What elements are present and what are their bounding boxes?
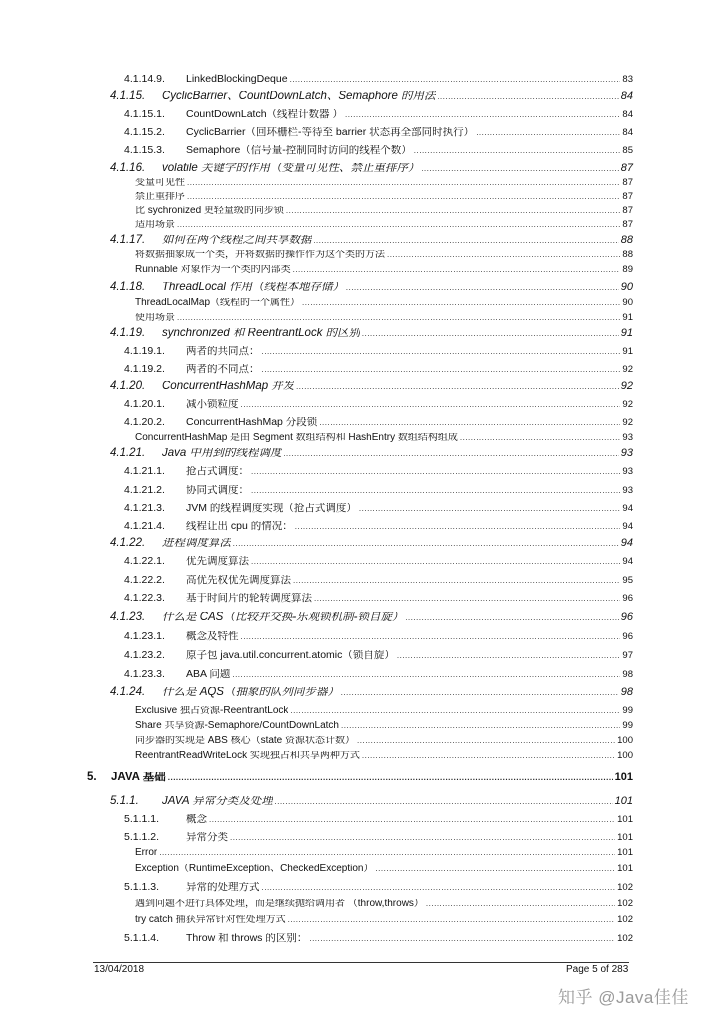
toc-entry-page: 92 (622, 417, 633, 428)
toc-entry-number: 4.1.20. (110, 380, 146, 392)
toc-entry-page: 88 (620, 234, 633, 246)
toc-entry-title: 基于时间片的轮转调度算法 (186, 593, 312, 604)
toc-entry[interactable] (110, 282, 633, 294)
toc-entry-title: ThreadLocalMap（线程的一个属性） (135, 298, 301, 308)
toc-entry-page: 98 (620, 686, 633, 698)
leader-dots (275, 798, 613, 806)
toc-entry-page: 92 (622, 399, 633, 410)
toc-entry-title: ThreadLocal 作用（线程本地存储） (162, 282, 345, 293)
toc-entry-title: 进程调度算法 (162, 538, 231, 549)
leader-dots (314, 237, 619, 245)
toc-entry-page: 91 (622, 346, 633, 357)
toc-entry[interactable] (124, 521, 633, 532)
toc-entry-title: 高优先权优先调度算法 (186, 575, 291, 586)
toc-entry-page: 99 (622, 705, 633, 716)
toc-entry-title: Share 共享资源-Semaphore/CountDownLatch (135, 721, 339, 731)
toc-entry-number: 4.1.23. (110, 611, 146, 623)
toc-entry-number: 4.1.23.3. (124, 668, 165, 680)
footer-page-info: Page 5 of 283 (566, 964, 629, 975)
toc-entry[interactable] (124, 631, 633, 642)
leader-dots (159, 849, 615, 857)
toc-entry-page: 102 (617, 882, 633, 893)
toc-entry[interactable] (124, 145, 633, 156)
toc-entry-page: 100 (617, 735, 633, 746)
toc-entry-page: 102 (617, 914, 633, 925)
toc-entry-page: 100 (617, 750, 633, 761)
toc-entry-title: Exclusive 独占资源-ReentrantLock (135, 706, 289, 716)
leader-dots (177, 314, 620, 322)
toc-entry-number: 4.1.23.1. (124, 630, 165, 642)
toc-entry[interactable] (135, 192, 633, 202)
toc-entry-page: 90 (620, 281, 633, 293)
toc-entry-page: 102 (617, 898, 633, 909)
toc-entry-title: Exception（RuntimeException、CheckedException） (135, 864, 374, 874)
toc-entry-title: volatile 关键字的作用（变量可见性、禁止重排序） (162, 163, 420, 174)
toc-entry[interactable] (135, 864, 633, 874)
leader-dots (233, 540, 619, 548)
leader-dots (286, 207, 621, 215)
toc-entry-page: 94 (622, 556, 633, 567)
toc-entry[interactable] (135, 313, 633, 323)
toc-entry-number: 4.1.21.4. (124, 520, 165, 532)
toc-entry-number: 4.1.23.2. (124, 649, 165, 661)
leader-dots (168, 774, 613, 782)
leader-dots (251, 487, 620, 495)
toc-entry-page: 93 (622, 485, 633, 496)
leader-dots (288, 916, 616, 924)
toc-entry-page: 96 (622, 631, 633, 642)
toc-entry-number: 4.1.16. (110, 162, 146, 174)
leader-dots (251, 468, 620, 476)
toc-entry[interactable] (110, 448, 633, 460)
toc-entry[interactable] (124, 575, 633, 586)
toc-entry[interactable] (124, 593, 633, 604)
toc-entry-page: 97 (622, 650, 633, 661)
leader-dots (438, 93, 619, 101)
toc-entry[interactable] (135, 178, 633, 188)
toc-entry-title: ConcurrentHashMap 并发 (162, 381, 295, 392)
toc-entry-title: 异常分类 (186, 832, 228, 843)
toc-entry[interactable] (135, 298, 633, 308)
leader-dots (319, 419, 620, 427)
toc-entry-title: 两者的共同点： (186, 346, 260, 357)
toc-entry-page: 92 (620, 380, 633, 392)
toc-entry-number: 4.1.17. (110, 234, 146, 246)
toc-entry[interactable] (124, 503, 633, 514)
leader-dots (290, 707, 620, 715)
toc-entry-page: 87 (622, 205, 633, 216)
toc-entry[interactable] (135, 736, 633, 746)
toc-entry-title: Throw 和 throws 的区别： (186, 933, 308, 944)
leader-dots (476, 129, 620, 137)
toc-entry-page: 101 (614, 795, 633, 807)
leader-dots (262, 348, 621, 356)
leader-dots (262, 366, 621, 374)
toc-entry-title: 使用场景 (135, 313, 175, 323)
toc-entry-page: 87 (622, 219, 633, 230)
toc-entry-page: 101 (617, 832, 633, 843)
toc-entry[interactable] (124, 466, 633, 477)
toc-entry-page: 99 (622, 720, 633, 731)
toc-entry-number: 4.1.19.2. (124, 363, 165, 375)
toc-entry-title: Error (135, 848, 158, 858)
leader-dots (341, 689, 619, 697)
toc-entry[interactable] (110, 235, 633, 247)
toc-entry-number: 4.1.22. (110, 537, 146, 549)
toc-entry-number: 4.1.21.3. (124, 502, 165, 514)
toc-entry[interactable] (124, 485, 633, 496)
leader-dots (232, 671, 620, 679)
leader-dots (262, 884, 616, 892)
toc-entry[interactable] (110, 538, 633, 550)
leader-dots (241, 633, 621, 641)
toc-entry[interactable] (135, 915, 633, 925)
toc-entry[interactable] (124, 364, 633, 375)
leader-dots (314, 595, 620, 603)
toc-entry-page: 98 (622, 669, 633, 680)
leader-dots (426, 900, 615, 908)
leader-dots (460, 434, 621, 442)
toc-entry-title: 协同式调度： (186, 485, 249, 496)
toc-entry-page: 94 (622, 503, 633, 514)
toc-entry[interactable] (135, 206, 633, 216)
toc-entry-title: try catch 捕获异常针对性处理方式 (135, 915, 286, 925)
footer-divider (93, 962, 629, 963)
toc-entry-page: 94 (620, 537, 633, 549)
toc-entry-page: 95 (622, 575, 633, 586)
leader-dots (209, 816, 615, 824)
toc-entry-title: JVM 的线程调度实现（抢占式调度） (186, 503, 357, 514)
toc-entry-title: Semaphore（信号量-控制同时访问的线程个数） (186, 145, 412, 156)
toc-entry-page: 101 (617, 814, 633, 825)
toc-entry-page: 92 (622, 364, 633, 375)
toc-entry-page: 87 (622, 191, 633, 202)
toc-entry-page: 89 (622, 264, 633, 275)
leader-dots (241, 401, 621, 409)
toc-entry-number: 4.1.20.2. (124, 416, 165, 428)
toc-entry[interactable] (135, 706, 633, 716)
leader-dots (387, 251, 620, 259)
toc-entry[interactable] (135, 433, 633, 443)
toc-entry-page: 91 (620, 327, 633, 339)
toc-entry-title: ReentrantReadWriteLock 实现独占和共享两种方式 (135, 751, 360, 761)
toc-entry-title: 变量可见性 (135, 178, 185, 188)
leader-dots (406, 614, 619, 622)
toc-entry[interactable] (135, 250, 633, 260)
toc-entry-number: 5.1.1.2. (124, 831, 160, 843)
toc-entry[interactable] (124, 814, 633, 825)
toc-entry-number: 4.1.18. (110, 281, 146, 293)
toc-entry-chapter[interactable] (87, 772, 633, 784)
toc-entry-title: LinkedBlockingDeque (186, 74, 288, 85)
leader-dots (309, 935, 615, 943)
leader-dots (357, 737, 615, 745)
leader-dots (346, 284, 619, 292)
toc-entry-page: 84 (622, 109, 633, 120)
toc-entry-title: 优先调度算法 (186, 556, 249, 567)
leader-dots (187, 193, 620, 201)
toc-entry-page: 88 (622, 249, 633, 260)
toc-entry-title: 将数据抽象成一个类，并将数据的操作作为这个类的方法 (135, 250, 385, 260)
toc-entry-title: CyclicBarrier（回环栅栏-等待至 barrier 状态再全部同时执行） (186, 127, 475, 138)
toc-entry-number: 4.1.24. (110, 686, 146, 698)
toc-entry-page: 87 (622, 177, 633, 188)
toc-entry-title: JAVA 异常分类及处理 (162, 796, 273, 807)
leader-dots (251, 558, 620, 566)
toc-entry-number: 5.1.1.1. (124, 813, 160, 825)
toc-entry-title: 禁止重排序 (135, 192, 185, 202)
toc-entry-title: 异常的处理方式 (186, 882, 260, 893)
toc-entry-number: 4.1.14.9. (124, 73, 165, 85)
toc-entry-page: 96 (622, 593, 633, 604)
toc-entry-number: 4.1.15.1. (124, 108, 165, 120)
toc-entry[interactable] (124, 346, 633, 357)
toc-entry-title: 什么是 AQS（抽象的队列同步器） (162, 687, 339, 698)
leader-dots (230, 834, 615, 842)
toc-entry[interactable] (124, 74, 633, 85)
toc-entry-page: 84 (620, 90, 633, 102)
toc-entry-number: 4.1.15.2. (124, 126, 165, 138)
leader-dots (422, 165, 619, 173)
toc-entry-number: 4.1.22.3. (124, 592, 165, 604)
toc-entry-page: 91 (622, 312, 633, 323)
leader-dots (414, 147, 621, 155)
leader-dots (345, 111, 620, 119)
toc-entry-title: Java 中用到的线程调度 (162, 448, 282, 459)
toc-entry-page: 101 (614, 771, 633, 783)
toc-entry-title: 抢占式调度： (186, 466, 249, 477)
toc-entry-title: Runnable 对象作为一个类的内部类 (135, 265, 291, 275)
toc-entry[interactable] (135, 751, 633, 761)
toc-entry-number: 4.1.21. (110, 447, 146, 459)
leader-dots (293, 266, 621, 274)
watermark: 知乎 @Java佳佳 (558, 988, 689, 1007)
toc-entry-title: ConcurrentHashMap 分段锁 (186, 417, 318, 428)
leader-dots (375, 865, 615, 873)
leader-dots (295, 523, 621, 531)
toc-entry-number: 5.1.1.4. (124, 932, 160, 944)
toc-entry-title: 线程让出 cpu 的情况： (186, 521, 293, 532)
toc-entry[interactable] (110, 163, 633, 175)
toc-entry-page: 93 (622, 466, 633, 477)
toc-entry-title: ABA 问题 (186, 669, 231, 680)
toc-entry-title: 比 sychronized 更轻量级的同步锁 (135, 206, 284, 216)
toc-entry[interactable] (110, 328, 633, 340)
toc-entry[interactable] (135, 899, 633, 909)
leader-dots (177, 221, 620, 229)
toc-entry-title: 概念及特性 (186, 631, 239, 642)
toc-entry-page: 84 (622, 127, 633, 138)
toc-entry-page: 101 (617, 847, 633, 858)
toc-entry[interactable] (124, 556, 633, 567)
leader-dots (296, 383, 618, 391)
toc-entry-title: 什么是 CAS（比较并交换-乐观锁机制-锁自旋） (162, 612, 404, 623)
toc-entry-title: 同步器的实现是 ABS 核心（state 资源状态计数） (135, 736, 356, 746)
toc-entry-title: synchronized 和 ReentrantLock 的区别 (162, 328, 361, 339)
leader-dots (290, 76, 621, 84)
toc-entry-page: 87 (620, 162, 633, 174)
toc-entry-number: 4.1.15. (110, 90, 146, 102)
toc-entry-number: 5. (87, 771, 97, 783)
toc-entry[interactable] (124, 933, 633, 944)
toc-entry-title: CountDownLatch（线程计数器 ） (186, 109, 343, 120)
toc-entry-number: 4.1.21.2. (124, 484, 165, 496)
leader-dots (187, 179, 620, 187)
toc-entry[interactable] (124, 882, 633, 893)
toc-entry-number: 4.1.21.1. (124, 465, 165, 477)
toc-entry[interactable] (110, 91, 633, 103)
toc-entry-page: 94 (622, 521, 633, 532)
toc-entry-page: 93 (620, 447, 633, 459)
toc-entry[interactable] (124, 832, 633, 843)
leader-dots (362, 330, 619, 338)
toc-entry-number: 4.1.19.1. (124, 345, 165, 357)
leader-dots (284, 450, 619, 458)
toc-entry-number: 4.1.20.1. (124, 398, 165, 410)
toc-entry[interactable] (110, 796, 633, 808)
toc-entry[interactable] (110, 687, 633, 699)
leader-dots (302, 299, 620, 307)
toc-entry-page: 85 (622, 145, 633, 156)
toc-entry-title: JAVA 基础 (111, 772, 166, 783)
toc-entry-title: CyclicBarrier、CountDownLatch、Semaphore 的用法 (162, 91, 436, 102)
leader-dots (293, 577, 620, 585)
toc-entry-title: 适用场景 (135, 220, 175, 230)
toc-entry-number: 4.1.22.2. (124, 574, 165, 586)
toc-entry-title: 两者的不同点： (186, 364, 260, 375)
toc-entry-number: 5.1.1.3. (124, 881, 160, 893)
toc-entry-title: ConcurrentHashMap 是由 Segment 数组结构和 HashEntry 数组结构组成 (135, 433, 458, 443)
toc-entry-number: 5.1.1. (110, 795, 139, 807)
toc-entry[interactable] (124, 127, 633, 138)
toc-entry-page: 83 (622, 74, 633, 85)
toc-entry-title: 如何在两个线程之间共享数据 (162, 235, 312, 246)
toc-entry-title: 概念 (186, 814, 207, 825)
toc-entry-page: 93 (622, 432, 633, 443)
toc-entry-number: 4.1.22.1. (124, 555, 165, 567)
leader-dots (341, 722, 620, 730)
toc-entry-title: 遇到问题不进行具体处理，而是继续抛给调用者 （throw,throws） (135, 899, 424, 909)
toc-entry[interactable] (135, 265, 633, 275)
toc-entry[interactable] (124, 650, 633, 661)
toc-entry-page: 102 (617, 933, 633, 944)
leader-dots (362, 752, 615, 760)
toc-entry-number: 4.1.19. (110, 327, 146, 339)
toc-entry-number: 4.1.15.3. (124, 144, 165, 156)
toc-entry-page: 96 (620, 611, 633, 623)
toc-entry[interactable] (124, 109, 633, 120)
toc-entry[interactable] (124, 669, 633, 680)
toc-entry[interactable] (135, 220, 633, 230)
toc-entry[interactable] (135, 721, 633, 731)
toc-entry[interactable] (110, 381, 633, 393)
toc-entry[interactable] (135, 848, 633, 858)
toc-entry[interactable] (124, 417, 633, 428)
toc-entry-title: 减小锁粒度 (186, 399, 239, 410)
toc-entry-title: 原子包 java.util.concurrent.atomic（锁自旋） (186, 650, 395, 661)
footer-date: 13/04/2018 (94, 964, 145, 975)
toc-entry[interactable] (110, 612, 633, 624)
leader-dots (359, 505, 621, 513)
toc-entry-page: 90 (622, 297, 633, 308)
toc-entry[interactable] (124, 399, 633, 410)
leader-dots (397, 652, 621, 660)
toc-entry-page: 101 (617, 863, 633, 874)
